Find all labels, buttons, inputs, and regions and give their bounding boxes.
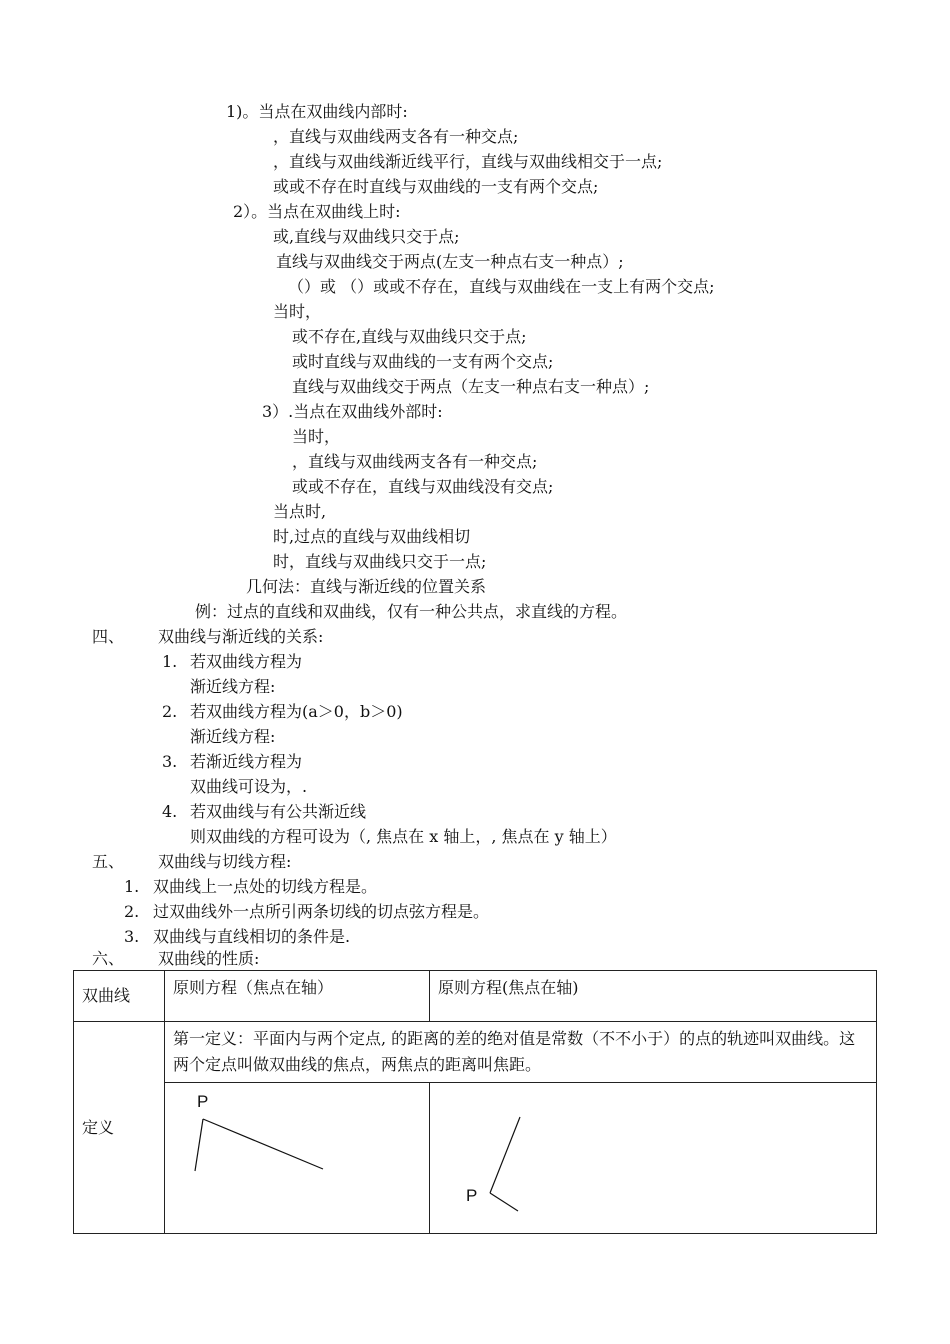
focal-lines-diagram <box>430 1083 870 1233</box>
list-number: 4. <box>162 802 178 821</box>
text-line: 2）。当点在双曲线上时: <box>233 202 401 221</box>
text-line: 直线与双曲线交于两点（左支一种点右支一种点）; <box>292 377 650 396</box>
list-item: 若双曲线方程为 <box>190 652 303 671</box>
list-item-detail: 双曲线可设为，. <box>190 777 308 796</box>
text-line: 当时， <box>292 427 341 446</box>
section-number: 四、 <box>92 627 125 646</box>
list-item: 若渐近线方程为 <box>190 752 303 771</box>
text-line: 或,直线与双曲线只交于点; <box>273 227 460 246</box>
point-label: P <box>466 1186 478 1205</box>
focal-line <box>195 1119 203 1171</box>
text-line: 1)。当点在双曲线内部时: <box>226 102 408 121</box>
list-number: 3. <box>124 927 140 946</box>
text-line: 或或不存在时直线与双曲线的一支有两个交点; <box>273 177 599 196</box>
text-line: ，直线与双曲线两支各有一种交点; <box>273 127 519 146</box>
text-line: 3）.当点在双曲线外部时: <box>262 402 443 421</box>
example-line: 例：过点的直线和双曲线，仅有一种公共点，求直线的方程。 <box>195 602 628 621</box>
text-line: ，直线与双曲线两支各有一种交点; <box>292 452 538 471</box>
section-number: 五、 <box>92 852 125 871</box>
list-item: 双曲线与直线相切的条件是. <box>153 927 351 946</box>
row-label: 定义 <box>74 1022 165 1234</box>
text-line: 或不存在,直线与双曲线只交于点; <box>292 327 527 346</box>
focal-lines-diagram <box>165 1083 429 1233</box>
focal-line <box>490 1117 520 1193</box>
header-cell: 原则方程（焦点在轴） <box>165 971 430 1022</box>
focal-line <box>203 1119 323 1169</box>
list-item: 过双曲线外一点所引两条切线的切点弦方程是。 <box>153 902 490 921</box>
list-item-detail: 则双曲线的方程可设为（, 焦点在 x 轴上，, 焦点在 y 轴上） <box>190 827 617 846</box>
table-row <box>74 1022 877 1083</box>
hyperbola-figure <box>430 1083 876 1233</box>
table-header-row <box>74 971 877 1022</box>
hyperbola-figure <box>165 1083 429 1233</box>
text-line: 当时， <box>273 302 322 321</box>
section-title: 双曲线的性质: <box>158 949 260 968</box>
figure-cell <box>165 1083 430 1234</box>
text-line: 或时直线与双曲线的一支有两个交点; <box>292 352 554 371</box>
list-item-detail: 渐近线方程: <box>190 677 276 696</box>
list-number: 2. <box>162 702 178 721</box>
focal-line <box>490 1193 518 1211</box>
section-title: 双曲线与切线方程: <box>158 852 292 871</box>
text-line: 时,过点的直线与双曲线相切 <box>273 527 471 546</box>
text-line: 当点时, <box>273 502 327 521</box>
point-label: P <box>197 1092 209 1111</box>
header-cell: 原则方程(焦点在轴) <box>430 971 877 1022</box>
figure-cell <box>430 1083 877 1234</box>
definition-cell: 第一定义：平面内与两个定点, 的距离的差的绝对值是常数（不不小于）的点的轨迹叫双曲线。这两个定点叫做双曲线的焦点，两焦点的距离叫焦距。 <box>165 1022 877 1083</box>
header-cell: 双曲线 <box>74 971 165 1022</box>
text-line: 直线与双曲线交于两点(左支一种点右支一种点）; <box>276 252 624 271</box>
section-number: 六、 <box>92 949 125 968</box>
list-item: 若双曲线与有公共渐近线 <box>190 802 367 821</box>
list-item: 若双曲线方程为(a＞0，b＞0) <box>190 702 403 721</box>
text-line: ，直线与双曲线渐近线平行，直线与双曲线相交于一点; <box>273 152 663 171</box>
table-row <box>74 1083 877 1234</box>
text-line: 或或不存在，直线与双曲线没有交点; <box>292 477 554 496</box>
list-number: 1. <box>162 652 178 671</box>
text-line: 几何法：直线与渐近线的位置关系 <box>246 577 487 596</box>
list-number: 2. <box>124 902 140 921</box>
properties-table <box>73 970 877 1234</box>
text-line: （）或 （）或或不存在，直线与双曲线在一支上有两个交点; <box>288 277 715 296</box>
list-item: 双曲线上一点处的切线方程是。 <box>153 877 378 896</box>
list-number: 1. <box>124 877 140 896</box>
list-number: 3. <box>162 752 178 771</box>
text-line: 时，直线与双曲线只交于一点; <box>273 552 487 571</box>
section-title: 双曲线与渐近线的关系: <box>158 627 324 646</box>
list-item-detail: 渐近线方程: <box>190 727 276 746</box>
